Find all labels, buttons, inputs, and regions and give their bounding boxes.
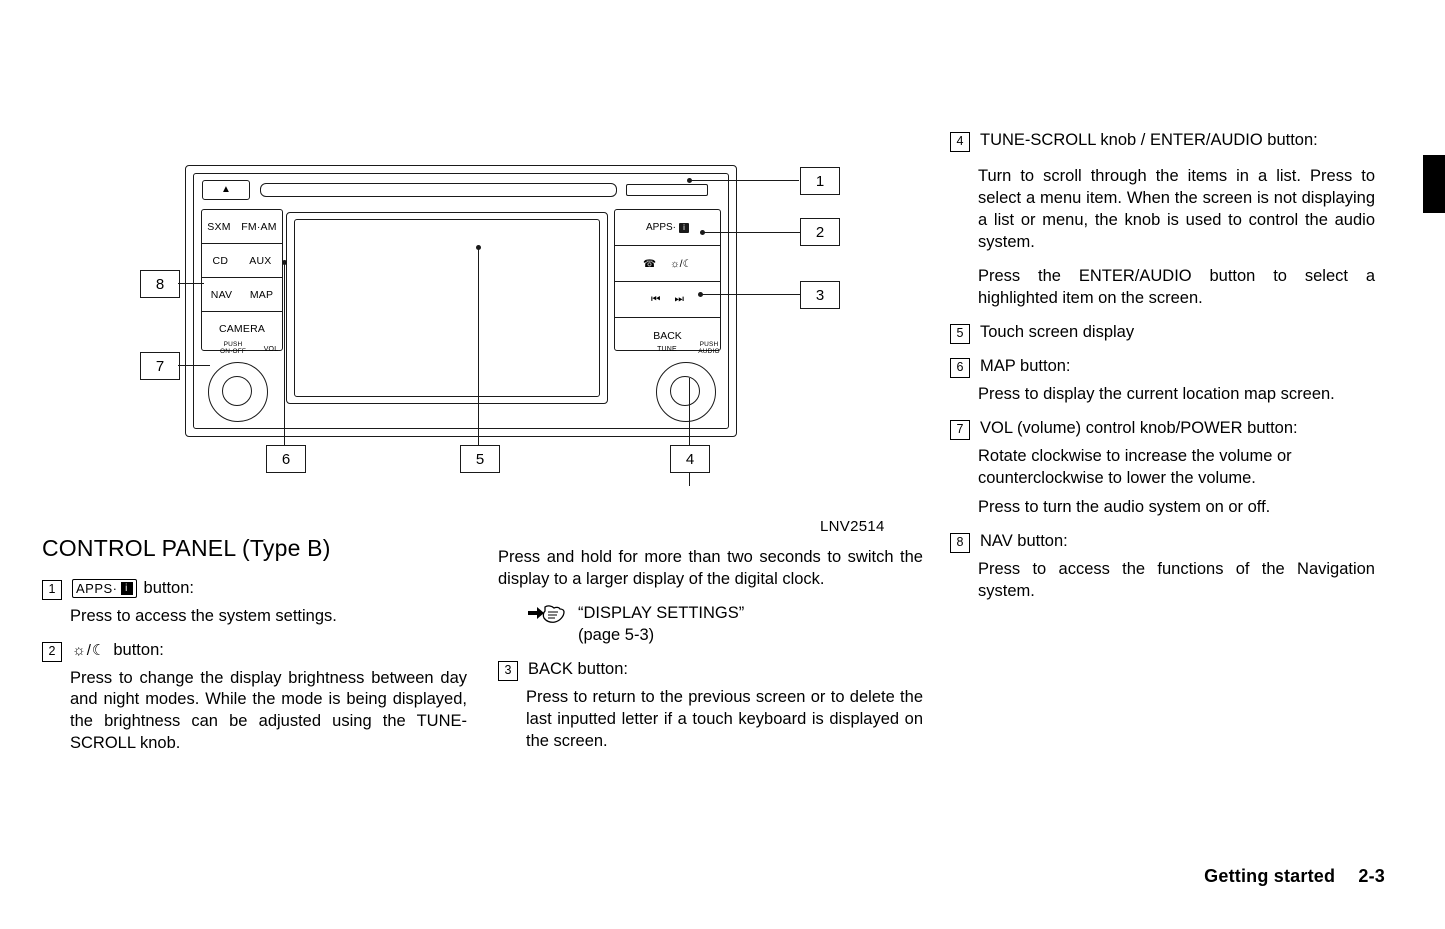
vol-knob-label: VOL xyxy=(263,346,279,353)
leader-line-8 xyxy=(178,283,204,284)
callout-6-label: 6 xyxy=(281,450,291,468)
column-middle xyxy=(498,533,923,765)
entry-1-heading xyxy=(72,578,467,600)
column-right xyxy=(950,128,1375,615)
entry-1-body: Press to access the system settings. xyxy=(70,606,337,625)
phone-icon: ☎ xyxy=(642,257,657,270)
entry-6-label: MAP button: xyxy=(980,356,1071,375)
back-button-label: BACK xyxy=(653,329,682,342)
callout-2-label: 2 xyxy=(815,223,825,241)
head-unit-body xyxy=(185,165,737,437)
tune-knob-label: TUNE xyxy=(657,346,677,353)
vol-power-knob xyxy=(208,362,268,422)
entry-number-8: 8 xyxy=(950,533,970,553)
cross-reference-page: (page 5-3) xyxy=(578,625,655,644)
button-row-sxm-fmam xyxy=(202,210,282,244)
button-row-nav-map xyxy=(202,278,282,312)
entry-2-heading xyxy=(72,640,467,662)
next-track-icon: ⏭ xyxy=(674,293,684,305)
callout-1-label: 1 xyxy=(815,172,825,190)
entry-6 xyxy=(950,356,1375,378)
info-icon: i xyxy=(121,582,133,595)
disc-slot xyxy=(260,183,617,197)
cross-reference-title: “DISPLAY SETTINGS” xyxy=(578,603,745,622)
panel-vent xyxy=(626,184,708,196)
tune-scroll-knob xyxy=(656,362,716,422)
column-left xyxy=(42,533,467,767)
leader-line-7 xyxy=(178,365,210,366)
figure-code: LNV2514 xyxy=(820,518,885,535)
callout-7-label: 7 xyxy=(155,357,165,375)
callout-8 xyxy=(140,270,180,298)
cross-reference xyxy=(526,603,923,647)
callout-4 xyxy=(670,445,710,473)
entry-8 xyxy=(950,531,1375,553)
cross-reference-text[interactable] xyxy=(578,603,744,647)
entry-number-7: 7 xyxy=(950,420,970,440)
apps-button xyxy=(615,210,720,246)
entry-2-continuation: Press and hold for more than two seconds to switch the display to a larger display of the digital clock. xyxy=(498,548,923,588)
entry-7-body-2: Press to turn the audio system on or off. xyxy=(978,498,1271,517)
entry-7-label: VOL (volume) control knob/POWER button: xyxy=(980,418,1298,437)
entry-7 xyxy=(950,418,1375,440)
entry-number-6: 6 xyxy=(950,358,970,378)
button-row-cd-aux xyxy=(202,244,282,278)
entry-4-body-2: Press the ENTER/AUDIO button to select a highlighted item on the screen. xyxy=(978,266,1375,307)
control-panel-figure xyxy=(140,120,940,535)
entry-3-heading xyxy=(528,659,923,681)
entry-5 xyxy=(950,322,1375,344)
pointing-hand-icon xyxy=(526,603,566,625)
brightness-icon: ☼/☾ xyxy=(670,257,693,270)
callout-7 xyxy=(140,352,180,380)
apps-icon-text: APPS· xyxy=(76,581,118,597)
entry-number-2: 2 xyxy=(42,642,62,662)
power-knob-label: PUSH ON·OFF xyxy=(219,341,247,356)
callout-4-label: 4 xyxy=(685,450,695,468)
callout-3-label: 3 xyxy=(815,286,825,304)
entry-5-label: Touch screen display xyxy=(980,322,1135,341)
callout-3 xyxy=(800,281,840,309)
entry-8-label: NAV button: xyxy=(980,532,1068,551)
fmam-button-label: FM·AM xyxy=(241,220,277,233)
leader-line-3 xyxy=(700,294,800,295)
entry-8-body: Press to access the functions of the Navigation system. xyxy=(978,560,1375,601)
entry-6-body: Press to display the current location map screen. xyxy=(978,384,1335,403)
callout-8-label: 8 xyxy=(155,275,165,293)
entry-4-label: TUNE-SCROLL knob / ENTER/AUDIO button: xyxy=(980,131,1318,149)
entry-number-1: 1 xyxy=(42,580,62,600)
right-button-cluster xyxy=(614,209,721,351)
callout-6 xyxy=(266,445,306,473)
leader-line-1 xyxy=(689,180,799,181)
info-icon: i xyxy=(679,223,689,233)
screen-bezel xyxy=(294,219,600,397)
entry-2-body: Press to change the display brightness between day and night modes. While the mode is being displayed, the brightness can be adjusted using the TUNE-SCROLL knob. xyxy=(70,668,467,753)
brightness-icon: ☼/☾ xyxy=(72,641,107,659)
nav-button-label: NAV xyxy=(210,288,233,301)
leader-line-2a xyxy=(702,232,800,233)
cd-button-label: CD xyxy=(212,254,229,267)
previous-track-icon: ⏮ xyxy=(651,293,661,305)
callout-5 xyxy=(460,445,500,473)
audio-knob-label: PUSH AUDIO xyxy=(698,341,720,356)
entry-4-heading xyxy=(980,130,1375,152)
callout-2 xyxy=(800,218,840,246)
entry-4-body-1: Turn to scroll through the items in a list. Press to select a menu item. When the screen is not displaying a list or menu, the knob is used to control the audio system. xyxy=(978,167,1375,251)
entry-7-body-1: Rotate clockwise to increase the volume or counterclockwise to lower the volume. xyxy=(978,446,1292,487)
page-title: CONTROL PANEL (Type B) xyxy=(42,535,331,561)
sxm-button-label: SXM xyxy=(207,220,231,233)
callout-1 xyxy=(800,167,840,195)
entry-3-body: Press to return to the previous screen or to delete the last inputted letter if a touch keyboard is displayed on the screen. xyxy=(526,687,923,750)
apps-icon xyxy=(72,579,137,598)
footer-page-number: 2-3 xyxy=(1358,866,1385,886)
phone-brightness-row xyxy=(615,246,720,282)
entry-2 xyxy=(42,640,467,662)
entry-2-label: button: xyxy=(113,640,164,659)
touch-screen-display xyxy=(286,212,608,404)
entry-number-5: 5 xyxy=(950,324,970,344)
entry-number-3: 3 xyxy=(498,661,518,681)
entry-number-4: 4 xyxy=(950,132,970,152)
eject-icon: ▲ xyxy=(202,180,250,200)
left-button-cluster xyxy=(201,209,283,351)
entry-1 xyxy=(42,578,467,600)
entry-3 xyxy=(498,659,923,681)
apps-button-label: APPS· xyxy=(645,222,676,233)
leader-line-6 xyxy=(284,262,285,445)
page-edge-tab xyxy=(1423,155,1445,213)
footer-chapter: Getting started xyxy=(1204,866,1336,886)
map-button-label: MAP xyxy=(249,288,274,301)
entry-3-label: BACK button: xyxy=(528,659,628,678)
camera-button-label: CAMERA xyxy=(218,322,266,335)
aux-button-label: AUX xyxy=(249,254,272,267)
callout-5-label: 5 xyxy=(475,450,485,468)
track-skip-row xyxy=(615,282,720,318)
entry-4 xyxy=(950,130,1375,152)
leader-line-5 xyxy=(478,247,479,445)
entry-1-label: button: xyxy=(143,578,194,597)
page-footer xyxy=(1204,866,1385,887)
